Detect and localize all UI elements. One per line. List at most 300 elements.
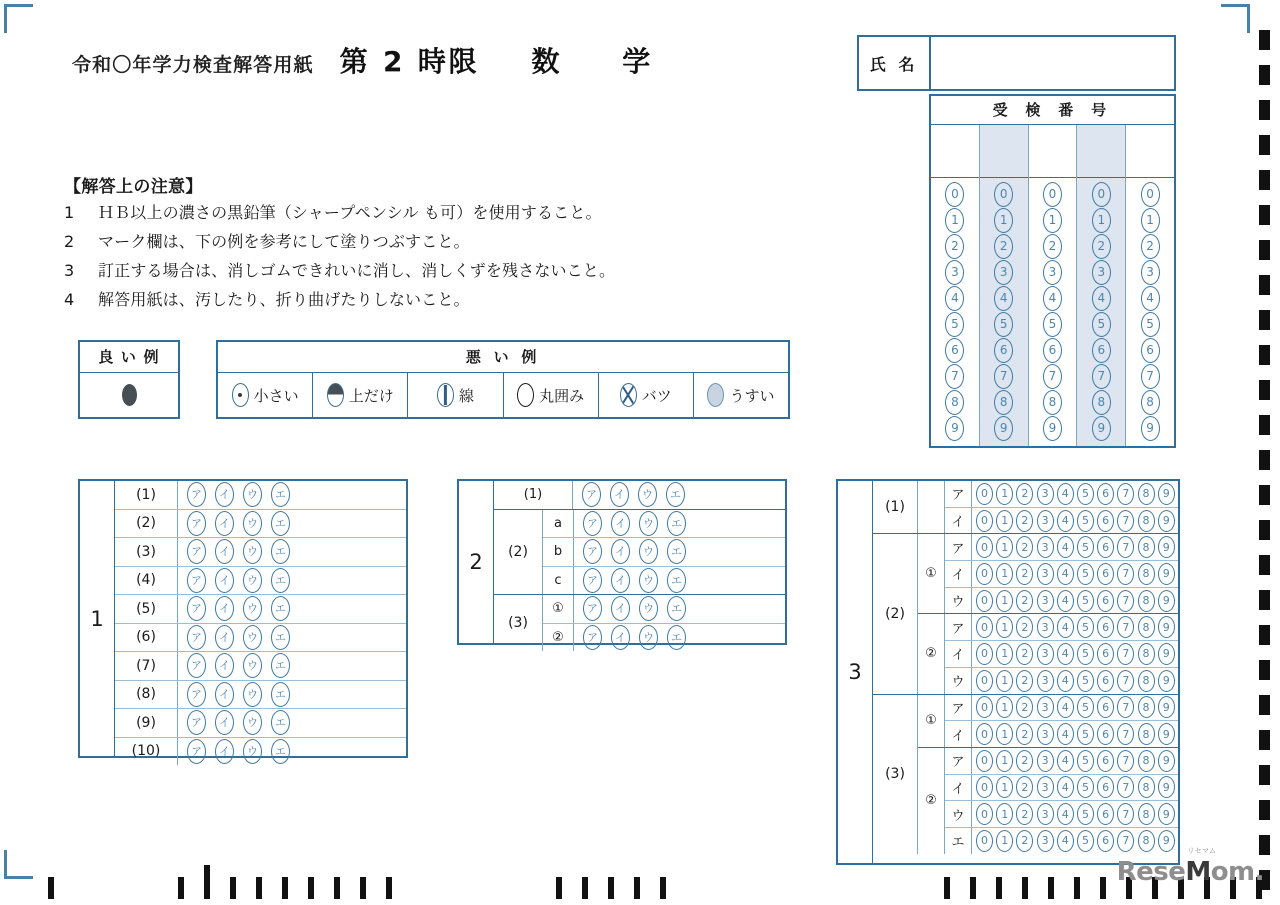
- answer-bubble-6[interactable]: 6: [1097, 776, 1114, 798]
- answer-bubble-4[interactable]: 4: [1057, 536, 1074, 558]
- answer-bubble-0[interactable]: 0: [976, 536, 993, 558]
- exam-number-digit-cell: [1029, 363, 1077, 389]
- answer-row: [115, 481, 406, 510]
- answer-bubble-7[interactable]: 7: [1117, 750, 1134, 772]
- answer-bubble-9[interactable]: 9: [1158, 776, 1175, 798]
- answer-bubble-0[interactable]: 0: [976, 510, 993, 532]
- answer-bubble-9[interactable]: 9: [1141, 416, 1160, 441]
- answer-bubble-3[interactable]: 3: [1037, 776, 1054, 798]
- answer-bubble-8[interactable]: 8: [1138, 590, 1155, 612]
- answer-bubble-0[interactable]: 0: [976, 803, 993, 825]
- answer-bubble-9[interactable]: 9: [1158, 750, 1175, 772]
- watermark-m: M: [1185, 857, 1211, 887]
- answer-bubble-4[interactable]: 4: [994, 286, 1013, 311]
- answer-bubble-ア[interactable]: ア: [187, 682, 206, 707]
- answer-bubble-ア[interactable]: ア: [583, 596, 602, 621]
- answer-bubble-2[interactable]: 2: [1092, 234, 1111, 259]
- answer-bubble-ア[interactable]: ア: [187, 739, 206, 764]
- answer-bubble-9[interactable]: 9: [1158, 803, 1175, 825]
- exam-number-write-cell-5[interactable]: [1126, 125, 1174, 178]
- answer-row: [945, 508, 1178, 534]
- answer-bubble-4[interactable]: 4: [1057, 723, 1074, 745]
- answer-bubble-エ[interactable]: エ: [271, 511, 290, 536]
- answer-bubble-6[interactable]: 6: [1097, 536, 1114, 558]
- answer-bubble-0[interactable]: 0: [976, 696, 993, 718]
- answer-bubble-1[interactable]: 1: [1141, 208, 1160, 233]
- answer-bubble-8[interactable]: 8: [1138, 643, 1155, 665]
- answer-bubble-ウ[interactable]: ウ: [243, 625, 262, 650]
- answer-bubble-5[interactable]: 5: [1077, 590, 1094, 612]
- answer-bubble-9[interactable]: 9: [1158, 510, 1175, 532]
- timing-mark: [1259, 30, 1270, 50]
- answer-bubble-5[interactable]: 5: [1077, 696, 1094, 718]
- answer-row: [115, 652, 406, 681]
- answer-bubble-5[interactable]: 5: [1077, 616, 1094, 638]
- answer-bubble-7[interactable]: 7: [1117, 696, 1134, 718]
- answer-bubble-6[interactable]: 6: [1097, 590, 1114, 612]
- answer-group-label: (1): [873, 481, 918, 533]
- answer-bubble-3[interactable]: 3: [1037, 803, 1054, 825]
- answer-bubble-4[interactable]: 4: [1057, 776, 1074, 798]
- answer-bubble-2[interactable]: 2: [1016, 643, 1033, 665]
- answer-bubble-0[interactable]: 0: [976, 750, 993, 772]
- answer-bubble-0[interactable]: 0: [976, 643, 993, 665]
- answer-row-label: (1): [115, 481, 178, 509]
- answer-bubble-ウ[interactable]: ウ: [639, 511, 658, 536]
- answer-bubble-3[interactable]: 3: [1037, 563, 1054, 585]
- answer-bubble-エ[interactable]: エ: [271, 539, 290, 564]
- answer-bubble-ア[interactable]: ア: [583, 568, 602, 593]
- timing-mark: [282, 877, 288, 899]
- answer-bubble-ウ[interactable]: ウ: [243, 539, 262, 564]
- answer-bubble-6[interactable]: 6: [1097, 670, 1114, 692]
- answer-bubble-5[interactable]: 5: [1043, 312, 1062, 337]
- timing-mark: [48, 877, 54, 899]
- answer-bubble-6[interactable]: 6: [1097, 830, 1114, 852]
- answer-bubble-4[interactable]: 4: [1141, 286, 1160, 311]
- answer-bubble-6[interactable]: 6: [1097, 803, 1114, 825]
- answer-bubble-8[interactable]: 8: [1138, 723, 1155, 745]
- answer-bubble-イ[interactable]: イ: [215, 539, 234, 564]
- answer-bubble-ウ[interactable]: ウ: [639, 625, 658, 650]
- answer-bubble-5[interactable]: 5: [1077, 536, 1094, 558]
- answer-bubble-9[interactable]: 9: [945, 416, 964, 441]
- answer-bubble-9[interactable]: 9: [1158, 830, 1175, 852]
- answer-bubble-0[interactable]: 0: [1092, 182, 1111, 207]
- answer-bubble-3[interactable]: 3: [1037, 723, 1054, 745]
- answer-bubble-7[interactable]: 7: [1117, 803, 1134, 825]
- answer-bubble-イ[interactable]: イ: [215, 739, 234, 764]
- answer-bubble-1[interactable]: 1: [996, 776, 1013, 798]
- answer-bubble-ア[interactable]: ア: [187, 653, 206, 678]
- answer-bubble-7[interactable]: 7: [1117, 723, 1134, 745]
- answer-bubble-5[interactable]: 5: [1077, 750, 1094, 772]
- answer-bubble-ア[interactable]: ア: [583, 625, 602, 650]
- answer-bubble-8[interactable]: 8: [1092, 390, 1111, 415]
- exam-number-write-cell-1[interactable]: [931, 125, 979, 178]
- answer-bubble-1[interactable]: 1: [996, 643, 1013, 665]
- answer-bubble-5[interactable]: 5: [1077, 723, 1094, 745]
- answer-bubble-2[interactable]: 2: [1016, 536, 1033, 558]
- exam-number-digit-cell: [1126, 363, 1174, 389]
- answer-bubble-7[interactable]: 7: [945, 364, 964, 389]
- answer-bubble-6[interactable]: 6: [1097, 616, 1114, 638]
- answer-subgroup-rows: [945, 695, 1178, 747]
- instruction-number: 3: [64, 261, 75, 280]
- answer-bubble-6[interactable]: 6: [1097, 723, 1114, 745]
- answer-bubble-4[interactable]: 4: [1057, 616, 1074, 638]
- answer-bubble-6[interactable]: 6: [1141, 338, 1160, 363]
- answer-row-bubbles: [972, 668, 1178, 694]
- answer-bubble-1[interactable]: 1: [996, 616, 1013, 638]
- answer-bubble-ア[interactable]: ア: [583, 511, 602, 536]
- answer-bubble-8[interactable]: 8: [1138, 803, 1155, 825]
- answer-bubble-ウ[interactable]: ウ: [243, 710, 262, 735]
- answer-bubble-7[interactable]: 7: [1117, 830, 1134, 852]
- answer-bubble-0[interactable]: 0: [994, 182, 1013, 207]
- answer-bubble-エ[interactable]: エ: [271, 482, 290, 507]
- answer-bubble-4[interactable]: 4: [1057, 510, 1074, 532]
- answer-bubble-7[interactable]: 7: [1117, 483, 1134, 505]
- answer-bubble-エ[interactable]: エ: [271, 596, 290, 621]
- answer-bubble-9[interactable]: 9: [1092, 416, 1111, 441]
- answer-bubble-7[interactable]: 7: [1141, 364, 1160, 389]
- answer-bubble-イ[interactable]: イ: [215, 511, 234, 536]
- answer-bubble-0[interactable]: 0: [1141, 182, 1160, 207]
- answer-bubble-ア[interactable]: ア: [187, 511, 206, 536]
- answer-bubble-ウ[interactable]: ウ: [639, 568, 658, 593]
- exam-number-column-1: [931, 125, 979, 446]
- answer-bubble-5[interactable]: 5: [1077, 563, 1094, 585]
- answer-bubble-3[interactable]: 3: [1037, 536, 1054, 558]
- answer-bubble-イ[interactable]: イ: [610, 482, 629, 507]
- answer-bubble-8[interactable]: 8: [1043, 390, 1062, 415]
- answer-bubble-4[interactable]: 4: [1057, 590, 1074, 612]
- answer-bubble-0[interactable]: 0: [976, 563, 993, 585]
- answer-bubble-2[interactable]: 2: [1016, 483, 1033, 505]
- answer-bubble-1[interactable]: 1: [996, 830, 1013, 852]
- answer-block-3-number: 3: [838, 481, 873, 863]
- answer-bubble-6[interactable]: 6: [1097, 696, 1114, 718]
- answer-bubble-イ[interactable]: イ: [611, 568, 630, 593]
- answer-bubble-ウ[interactable]: ウ: [243, 511, 262, 536]
- answer-bubble-イ[interactable]: イ: [611, 596, 630, 621]
- answer-bubble-3[interactable]: 3: [1037, 590, 1054, 612]
- exam-number-digit-cell: [1029, 311, 1077, 337]
- answer-bubble-イ[interactable]: イ: [215, 682, 234, 707]
- answer-row-bubbles: [178, 709, 406, 737]
- exam-number-write-cell-4[interactable]: [1077, 125, 1125, 178]
- answer-bubble-エ[interactable]: エ: [667, 568, 686, 593]
- answer-bubble-1[interactable]: 1: [994, 208, 1013, 233]
- answer-row-bubbles: [574, 510, 785, 538]
- answer-bubble-2[interactable]: 2: [1016, 510, 1033, 532]
- answer-bubble-4[interactable]: 4: [1057, 696, 1074, 718]
- answer-bubble-4[interactable]: 4: [1043, 286, 1062, 311]
- answer-bubble-5[interactable]: 5: [1077, 510, 1094, 532]
- answer-bubble-5[interactable]: 5: [1141, 312, 1160, 337]
- answer-bubble-8[interactable]: 8: [1141, 390, 1160, 415]
- answer-bubble-5[interactable]: 5: [1077, 803, 1094, 825]
- answer-bubble-9[interactable]: 9: [1158, 590, 1175, 612]
- answer-bubble-6[interactable]: 6: [1097, 510, 1114, 532]
- answer-bubble-5[interactable]: 5: [1092, 312, 1111, 337]
- answer-bubble-ア[interactable]: ア: [187, 568, 206, 593]
- answer-row: [945, 614, 1178, 641]
- answer-bubble-ウ[interactable]: ウ: [243, 568, 262, 593]
- answer-bubble-8[interactable]: 8: [1138, 670, 1155, 692]
- answer-bubble-8[interactable]: 8: [1138, 536, 1155, 558]
- answer-bubble-5[interactable]: 5: [994, 312, 1013, 337]
- answer-bubble-8[interactable]: 8: [1138, 696, 1155, 718]
- name-input[interactable]: [931, 37, 1174, 89]
- answer-bubble-0[interactable]: 0: [1043, 182, 1062, 207]
- answer-bubble-0[interactable]: 0: [945, 182, 964, 207]
- answer-bubble-ウ[interactable]: ウ: [638, 482, 657, 507]
- answer-bubble-4[interactable]: 4: [1057, 803, 1074, 825]
- answer-bubble-3[interactable]: 3: [1037, 670, 1054, 692]
- exam-number-digit-cell: [1126, 389, 1174, 415]
- answer-bubble-1[interactable]: 1: [1092, 208, 1111, 233]
- answer-bubble-エ[interactable]: エ: [271, 625, 290, 650]
- name-field-box[interactable]: [857, 35, 1176, 91]
- answer-bubble-ウ[interactable]: ウ: [243, 739, 262, 764]
- answer-bubble-イ[interactable]: イ: [215, 625, 234, 650]
- answer-bubble-4[interactable]: 4: [945, 286, 964, 311]
- answer-bubble-7[interactable]: 7: [1117, 536, 1134, 558]
- exam-number-digit-cell: [1077, 415, 1125, 441]
- answer-bubble-1[interactable]: 1: [996, 483, 1013, 505]
- answer-bubble-0[interactable]: 0: [976, 830, 993, 852]
- answer-bubble-ア[interactable]: ア: [582, 482, 601, 507]
- answer-bubble-エ[interactable]: エ: [271, 653, 290, 678]
- answer-bubble-7[interactable]: 7: [1117, 616, 1134, 638]
- answer-bubble-イ[interactable]: イ: [215, 710, 234, 735]
- answer-bubble-9[interactable]: 9: [1158, 643, 1175, 665]
- exam-number-digit-column-5: [1126, 178, 1174, 446]
- exam-number-column-4: [1076, 125, 1125, 446]
- answer-bubble-2[interactable]: 2: [1016, 563, 1033, 585]
- answer-bubble-9[interactable]: 9: [1158, 563, 1175, 585]
- answer-bubble-5[interactable]: 5: [1077, 830, 1094, 852]
- answer-bubble-0[interactable]: 0: [976, 483, 993, 505]
- answer-bubble-3[interactable]: 3: [1037, 643, 1054, 665]
- answer-bubble-2[interactable]: 2: [1016, 616, 1033, 638]
- answer-bubble-1[interactable]: 1: [996, 563, 1013, 585]
- answer-bubble-4[interactable]: 4: [1057, 483, 1074, 505]
- answer-bubble-0[interactable]: 0: [976, 776, 993, 798]
- answer-bubble-ア[interactable]: ア: [187, 710, 206, 735]
- answer-bubble-3[interactable]: 3: [1037, 510, 1054, 532]
- answer-bubble-3[interactable]: 3: [1037, 830, 1054, 852]
- answer-bubble-0[interactable]: 0: [976, 616, 993, 638]
- exam-number-write-cell-3[interactable]: [1029, 125, 1077, 178]
- answer-bubble-7[interactable]: 7: [1117, 670, 1134, 692]
- answer-bubble-イ[interactable]: イ: [611, 511, 630, 536]
- answer-bubble-6[interactable]: 6: [1092, 338, 1111, 363]
- answer-bubble-2[interactable]: 2: [1016, 803, 1033, 825]
- answer-bubble-4[interactable]: 4: [1092, 286, 1111, 311]
- answer-bubble-9[interactable]: 9: [1158, 483, 1175, 505]
- answer-bubble-3[interactable]: 3: [994, 260, 1013, 285]
- answer-bubble-2[interactable]: 2: [1016, 670, 1033, 692]
- timing-mark: [178, 877, 184, 899]
- answer-bubble-1[interactable]: 1: [996, 536, 1013, 558]
- answer-bubble-エ[interactable]: エ: [667, 511, 686, 536]
- answer-bubble-6[interactable]: 6: [994, 338, 1013, 363]
- answer-bubble-エ[interactable]: エ: [271, 739, 290, 764]
- answer-bubble-6[interactable]: 6: [1043, 338, 1062, 363]
- answer-bubble-ウ[interactable]: ウ: [243, 596, 262, 621]
- answer-bubble-ウ[interactable]: ウ: [243, 653, 262, 678]
- answer-bubble-7[interactable]: 7: [1117, 563, 1134, 585]
- answer-bubble-8[interactable]: 8: [994, 390, 1013, 415]
- answer-bubble-2[interactable]: 2: [945, 234, 964, 259]
- answer-bubble-2[interactable]: 2: [1141, 234, 1160, 259]
- answer-bubble-6[interactable]: 6: [1097, 483, 1114, 505]
- answer-bubble-2[interactable]: 2: [1043, 234, 1062, 259]
- answer-bubble-3[interactable]: 3: [945, 260, 964, 285]
- answer-bubble-3[interactable]: 3: [1037, 616, 1054, 638]
- answer-bubble-8[interactable]: 8: [1138, 830, 1155, 852]
- exam-number-digit-cell: [1126, 207, 1174, 233]
- exam-number-digit-cell: [1126, 181, 1174, 207]
- answer-bubble-1[interactable]: 1: [996, 590, 1013, 612]
- answer-bubble-2[interactable]: 2: [994, 234, 1013, 259]
- answer-bubble-3[interactable]: 3: [1092, 260, 1111, 285]
- answer-bubble-3[interactable]: 3: [1043, 260, 1062, 285]
- answer-bubble-0[interactable]: 0: [976, 670, 993, 692]
- answer-bubble-5[interactable]: 5: [1077, 776, 1094, 798]
- answer-bubble-4[interactable]: 4: [1057, 670, 1074, 692]
- answer-bubble-1[interactable]: 1: [1043, 208, 1062, 233]
- answer-bubble-1[interactable]: 1: [996, 723, 1013, 745]
- answer-bubble-7[interactable]: 7: [1117, 643, 1134, 665]
- answer-bubble-エ[interactable]: エ: [667, 625, 686, 650]
- answer-bubble-8[interactable]: 8: [945, 390, 964, 415]
- exam-number-digit-cell: [1029, 233, 1077, 259]
- answer-bubble-イ[interactable]: イ: [611, 625, 630, 650]
- answer-bubble-7[interactable]: 7: [1043, 364, 1062, 389]
- answer-bubble-2[interactable]: 2: [1016, 776, 1033, 798]
- answer-bubble-2[interactable]: 2: [1016, 723, 1033, 745]
- answer-row-bubbles: [972, 695, 1178, 721]
- answer-bubble-9[interactable]: 9: [1158, 616, 1175, 638]
- bad-example-caption: 悪 い 例: [218, 342, 788, 373]
- answer-bubble-ウ[interactable]: ウ: [639, 596, 658, 621]
- answer-bubble-3[interactable]: 3: [1037, 483, 1054, 505]
- answer-bubble-9[interactable]: 9: [1043, 416, 1062, 441]
- answer-bubble-イ[interactable]: イ: [215, 568, 234, 593]
- answer-bubble-4[interactable]: 4: [1057, 563, 1074, 585]
- answer-bubble-3[interactable]: 3: [1037, 750, 1054, 772]
- answer-bubble-9[interactable]: 9: [1158, 670, 1175, 692]
- answer-bubble-5[interactable]: 5: [1077, 643, 1094, 665]
- answer-bubble-8[interactable]: 8: [1138, 563, 1155, 585]
- answer-bubble-0[interactable]: 0: [976, 723, 993, 745]
- answer-bubble-8[interactable]: 8: [1138, 776, 1155, 798]
- answer-bubble-エ[interactable]: エ: [271, 568, 290, 593]
- answer-row-bubbles: [972, 481, 1178, 507]
- exam-number-digit-column-4: [1077, 178, 1125, 446]
- answer-bubble-7[interactable]: 7: [1117, 510, 1134, 532]
- answer-bubble-6[interactable]: 6: [1097, 563, 1114, 585]
- answer-bubble-ウ[interactable]: ウ: [639, 539, 658, 564]
- answer-bubble-イ[interactable]: イ: [215, 596, 234, 621]
- good-example-body: [80, 373, 178, 417]
- answer-bubble-エ[interactable]: エ: [667, 539, 686, 564]
- answer-bubble-ア[interactable]: ア: [187, 482, 206, 507]
- answer-bubble-8[interactable]: 8: [1138, 510, 1155, 532]
- answer-bubble-1[interactable]: 1: [996, 696, 1013, 718]
- answer-bubble-6[interactable]: 6: [1097, 750, 1114, 772]
- answer-bubble-1[interactable]: 1: [945, 208, 964, 233]
- answer-bubble-イ[interactable]: イ: [215, 482, 234, 507]
- answer-bubble-ア[interactable]: ア: [187, 596, 206, 621]
- answer-bubble-8[interactable]: 8: [1138, 750, 1155, 772]
- answer-bubble-7[interactable]: 7: [1092, 364, 1111, 389]
- answer-bubble-エ[interactable]: エ: [271, 682, 290, 707]
- answer-bubble-イ[interactable]: イ: [215, 653, 234, 678]
- answer-bubble-2[interactable]: 2: [1016, 830, 1033, 852]
- answer-bubble-8[interactable]: 8: [1138, 483, 1155, 505]
- answer-bubble-エ[interactable]: エ: [667, 596, 686, 621]
- answer-bubble-ア[interactable]: ア: [187, 625, 206, 650]
- answer-bubble-9[interactable]: 9: [1158, 536, 1175, 558]
- answer-bubble-6[interactable]: 6: [945, 338, 964, 363]
- answer-bubble-ア[interactable]: ア: [187, 539, 206, 564]
- answer-bubble-2[interactable]: 2: [1016, 590, 1033, 612]
- answer-row: [115, 595, 406, 624]
- answer-bubble-2[interactable]: 2: [1016, 696, 1033, 718]
- answer-bubble-5[interactable]: 5: [1077, 670, 1094, 692]
- answer-bubble-5[interactable]: 5: [1077, 483, 1094, 505]
- answer-bubble-エ[interactable]: エ: [666, 482, 685, 507]
- answer-bubble-4[interactable]: 4: [1057, 830, 1074, 852]
- answer-row: [945, 641, 1178, 668]
- exam-number-write-cell-2[interactable]: [980, 125, 1028, 178]
- answer-bubble-1[interactable]: 1: [996, 750, 1013, 772]
- answer-bubble-1[interactable]: 1: [996, 510, 1013, 532]
- answer-bubble-8[interactable]: 8: [1138, 616, 1155, 638]
- answer-bubble-9[interactable]: 9: [1158, 723, 1175, 745]
- answer-bubble-4[interactable]: 4: [1057, 643, 1074, 665]
- sheet-title-small: 令和〇年学力検査解答用紙: [72, 54, 314, 76]
- answer-bubble-6[interactable]: 6: [1097, 643, 1114, 665]
- answer-bubble-3[interactable]: 3: [1037, 696, 1054, 718]
- answer-bubble-3[interactable]: 3: [1141, 260, 1160, 285]
- answer-bubble-9[interactable]: 9: [994, 416, 1013, 441]
- answer-bubble-イ[interactable]: イ: [611, 539, 630, 564]
- answer-bubble-ウ[interactable]: ウ: [243, 482, 262, 507]
- answer-bubble-7[interactable]: 7: [1117, 776, 1134, 798]
- answer-row-label: (9): [115, 709, 178, 737]
- answer-row-bubbles: [574, 567, 785, 595]
- answer-bubble-1[interactable]: 1: [996, 803, 1013, 825]
- answer-bubble-1[interactable]: 1: [996, 670, 1013, 692]
- answer-bubble-ア[interactable]: ア: [583, 539, 602, 564]
- answer-bubble-7[interactable]: 7: [994, 364, 1013, 389]
- answer-bubble-2[interactable]: 2: [1016, 750, 1033, 772]
- instruction-number: 4: [64, 290, 75, 309]
- answer-bubble-9[interactable]: 9: [1158, 696, 1175, 718]
- answer-bubble-7[interactable]: 7: [1117, 590, 1134, 612]
- answer-bubble-4[interactable]: 4: [1057, 750, 1074, 772]
- answer-bubble-エ[interactable]: エ: [271, 710, 290, 735]
- answer-bubble-0[interactable]: 0: [976, 590, 993, 612]
- answer-bubble-ウ[interactable]: ウ: [243, 682, 262, 707]
- answer-bubble-5[interactable]: 5: [945, 312, 964, 337]
